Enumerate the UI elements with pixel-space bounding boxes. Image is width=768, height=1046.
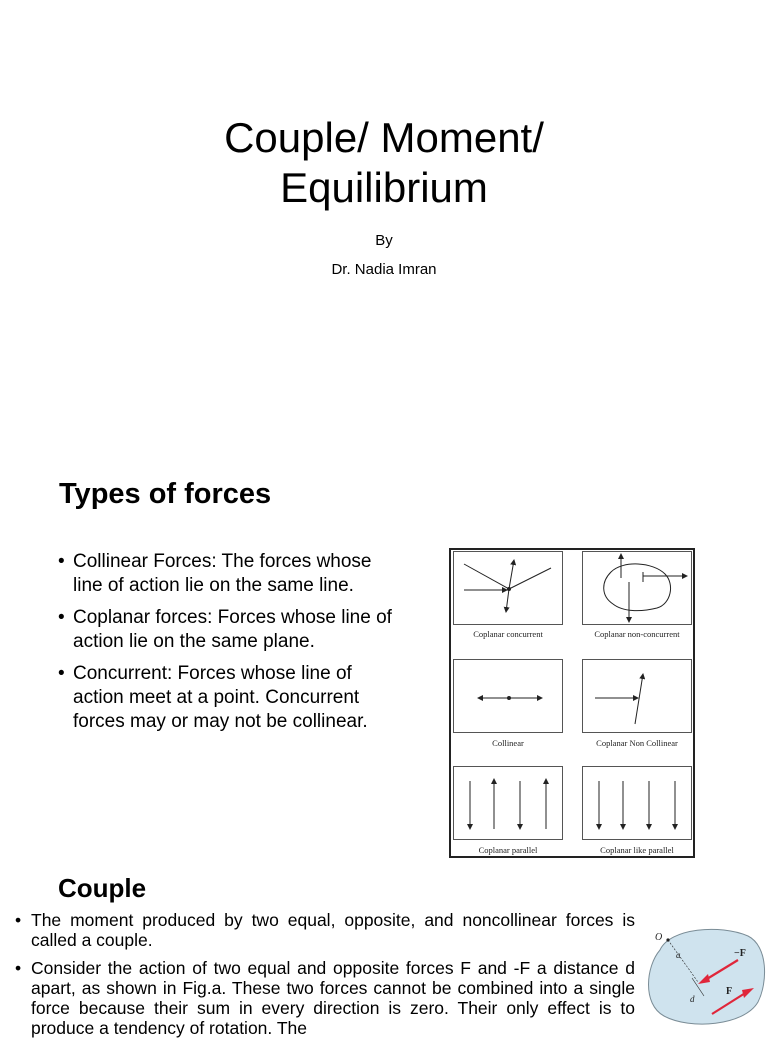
caption-coplanar-parallel: Coplanar parallel xyxy=(478,845,538,855)
types-of-forces-slide xyxy=(0,440,768,870)
coplanar-concurrent-diagram xyxy=(453,551,563,625)
bullet-text: The moment produced by two equal, opposite, and noncollinear forces is called a couple. xyxy=(31,910,635,950)
title-slide xyxy=(0,0,768,440)
bullet-dot: • xyxy=(58,663,65,684)
caption-coplanar-non-collinear: Coplanar Non Collinear xyxy=(596,738,678,748)
bullet-dot: • xyxy=(15,958,22,978)
bullet-item xyxy=(15,910,635,950)
bullet-dot: • xyxy=(58,607,65,628)
couple-diagram xyxy=(640,922,768,1032)
title-line-2: Equilibrium xyxy=(280,164,488,211)
coplanar-like-parallel-diagram xyxy=(582,766,692,840)
slide-heading: Types of forces xyxy=(59,478,272,510)
collinear-drawing xyxy=(454,660,564,734)
coplanar-like-parallel-drawing xyxy=(583,767,693,841)
distance-a-label: a xyxy=(676,950,681,960)
bullet-text: Collinear Forces: The forces whose line of action lie on the same line. xyxy=(73,551,372,596)
coplanar-non-collinear-drawing xyxy=(583,660,693,734)
bullet-text: Concurrent: Forces whose line of action meet at a point. Concurrent forces may or may not be collinear. xyxy=(73,663,368,732)
coplanar-parallel-diagram xyxy=(453,766,563,840)
coplanar-non-concurrent-drawing xyxy=(583,552,693,626)
bullet-text: Coplanar forces: Forces whose line of action lie on the same plane. xyxy=(73,607,392,652)
byline-label: By xyxy=(375,232,393,249)
force-types-figure xyxy=(449,548,695,858)
bullet-item xyxy=(58,606,393,654)
bullet-dot: • xyxy=(58,551,65,572)
collinear-diagram xyxy=(453,659,563,733)
bullet-item xyxy=(58,662,393,734)
bullet-list xyxy=(58,550,393,742)
origin-label: O xyxy=(655,932,663,943)
distance-d-label: d xyxy=(690,994,695,1004)
caption-collinear: Collinear xyxy=(492,738,524,748)
presentation-title xyxy=(0,113,768,213)
bullet-dot: • xyxy=(15,910,22,930)
couple-slide xyxy=(0,870,768,1038)
bullet-list xyxy=(15,910,635,1046)
caption-coplanar-concurrent: Coplanar concurrent xyxy=(473,629,543,639)
bullet-text: Consider the action of two equal and opposite forces F and -F a distance d apart, as shown in Fig.a. These two forces cannot be combined into a single force because their sum in every direction is zero. Their only effect is to produce a tendency of rotation. The xyxy=(31,958,635,1038)
caption-coplanar-like-parallel: Coplanar like parallel xyxy=(600,845,674,855)
bullet-item xyxy=(58,550,393,598)
force-label: F xyxy=(726,986,733,997)
caption-coplanar-non-concurrent: Coplanar non-concurrent xyxy=(594,629,680,639)
slide-heading: Couple xyxy=(58,873,147,903)
couple-figure xyxy=(640,922,768,1032)
coplanar-non-collinear-diagram xyxy=(582,659,692,733)
author-name: Dr. Nadia Imran xyxy=(331,261,437,278)
coplanar-non-concurrent-diagram xyxy=(582,551,692,625)
coplanar-concurrent-drawing xyxy=(454,552,564,626)
bullet-item xyxy=(15,958,635,1038)
title-line-1: Couple/ Moment/ xyxy=(224,114,544,161)
negative-force-label: −F xyxy=(734,948,746,959)
coplanar-parallel-drawing xyxy=(454,767,564,841)
